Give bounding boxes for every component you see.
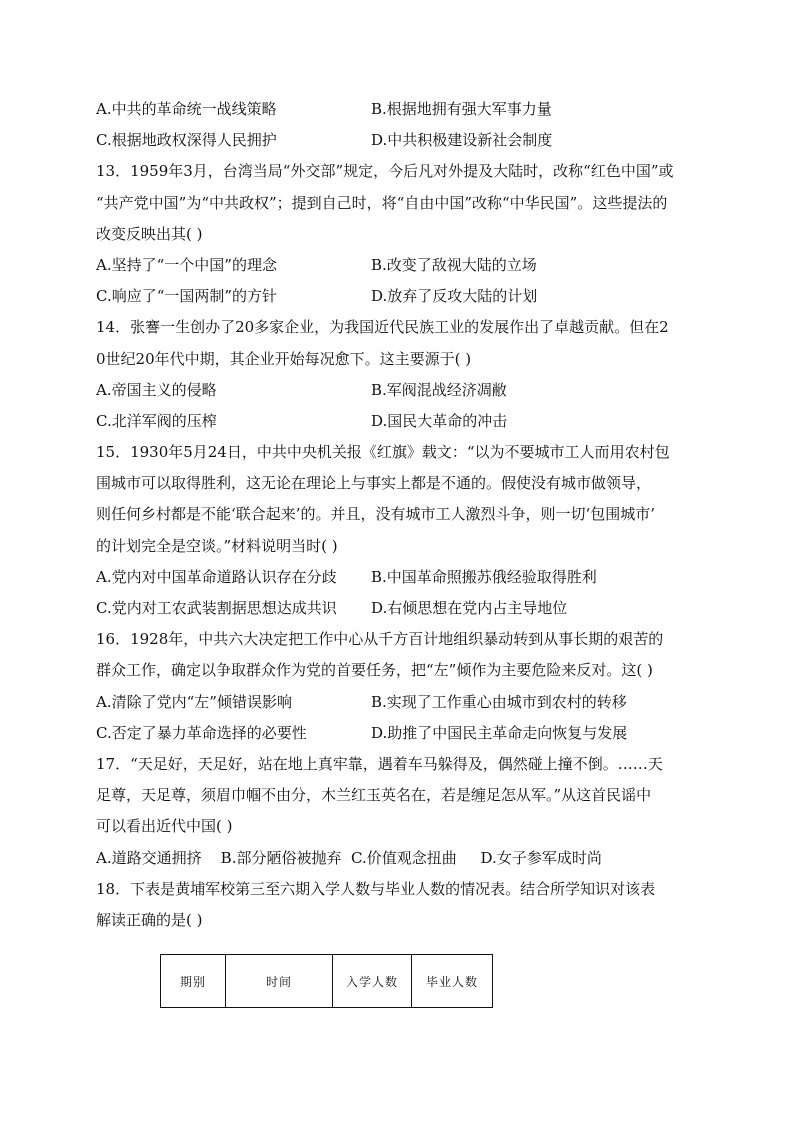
question-text: 改变反映出其( ) — [96, 224, 203, 243]
question-text: 15．1930年5月24日，中共中央机关报《红旗》载文：“以为不要城市工人而用农村包 — [96, 443, 670, 462]
header-cell-time: 时间 — [226, 955, 333, 1008]
option-b[interactable]: B.改变了敌视大陆的立场 — [371, 255, 537, 274]
option-row — [96, 718, 702, 749]
table-header-row — [161, 955, 493, 1008]
question-text: 0世纪20年代中期，其企业开始每况愈下。这主要源于( ) — [96, 349, 472, 368]
option-d[interactable]: D.放弃了反攻大陆的计划 — [371, 287, 538, 306]
option-d[interactable]: D.国民大革命的冲击 — [371, 411, 508, 430]
option-row — [96, 375, 702, 406]
option-c[interactable]: C.根据地政权深得人民拥护 — [96, 131, 277, 150]
question-13 — [96, 156, 702, 312]
option-a[interactable]: A.中共的革命统一战线策略 — [96, 100, 277, 118]
option-a[interactable]: A.清除了党内“左”倾错误影响 — [96, 692, 292, 711]
option-row — [96, 281, 702, 312]
option-row-inline[interactable]: A.道路交通拥挤 B.部分陋俗被抛弃 C.价值观念扭曲 D.女子参军成时尚 — [96, 848, 602, 867]
question-15 — [96, 437, 702, 624]
option-b[interactable]: B.中国革命照搬苏俄经验取得胜利 — [371, 567, 597, 586]
option-c[interactable]: C.响应了“一国两制”的方针 — [96, 287, 278, 306]
question-text: 13．1959年3月，台湾当局“外交部”规定，今后凡对外提及大陆时，改称“红色中国”或 — [96, 162, 674, 181]
option-a[interactable]: A.坚持了“一个中国”的理念 — [96, 255, 277, 274]
header-cell-period: 期别 — [161, 955, 226, 1008]
question-text: 可以看出近代中国( ) — [96, 817, 233, 836]
header-cell-graduated: 毕业人数 — [412, 955, 493, 1008]
option-row — [96, 125, 702, 156]
question-text: 足尊，天足尊，须眉巾帼不由分，木兰红玉英名在，若是缠足怎从军。”从这首民谣中 — [96, 786, 652, 805]
question-18 — [96, 874, 702, 1008]
option-row — [96, 562, 702, 593]
option-row — [96, 687, 702, 718]
question-text: 17．“天足好，天足好，站在地上真牢靠，遇着车马躲得及，偶然碰上撞不倒。……天 — [96, 754, 663, 773]
question-text: 16．1928年，中共六大决定把工作中心从千方百计地组织暴动转到从事长期的艰苦的 — [96, 630, 664, 649]
option-b[interactable]: B.实现了工作重心由城市到农村的转移 — [371, 692, 627, 711]
option-d[interactable]: D.助推了中国民主革命走向恢复与发展 — [371, 723, 628, 742]
question-text: 解读正确的是( ) — [96, 910, 203, 929]
question-text: 的计划完全是空谈。”材料说明当时( ) — [96, 536, 338, 555]
question-16 — [96, 624, 702, 749]
option-c[interactable]: C.否定了暴力革命选择的必要性 — [96, 723, 307, 742]
question-text: 18．下表是黄埔军校第三至六期入学人数与毕业人数的情况表。结合所学知识对该表 — [96, 879, 656, 898]
enrollment-table — [160, 954, 702, 1008]
option-c[interactable]: C.党内对工农武装割据思想达成共识 — [96, 599, 337, 617]
option-a[interactable]: A.帝国主义的侵略 — [96, 380, 217, 399]
question-text: 14．张謇一生创办了20多家企业，为我国近代民族工业的发展作出了卓越贡献。但在2 — [96, 318, 669, 337]
header-cell-enrolled: 入学人数 — [333, 955, 412, 1008]
option-row — [96, 250, 702, 281]
option-c[interactable]: C.北洋军阀的压榨 — [96, 411, 217, 430]
option-d[interactable]: D.右倾思想在党内占主导地位 — [371, 599, 568, 617]
question-text: 则任何乡村都是不能‘联合起来’的。并且，没有城市工人激烈斗争，则一切‘包围城市’ — [96, 505, 656, 524]
question-text: “共产党中国”为“中共政权”；提到自己时，将“自由中国”改称“中华民国”。这些提法的 — [96, 193, 668, 212]
question-17 — [96, 749, 702, 874]
option-row — [96, 593, 702, 624]
data-table — [160, 954, 493, 1008]
option-b[interactable]: B.军阀混战经济凋敝 — [371, 380, 507, 399]
option-a[interactable]: A.党内对中国革命道路认识存在分歧 — [96, 567, 337, 586]
question-14 — [96, 312, 702, 437]
option-row — [96, 406, 702, 437]
question-text: 围城市可以取得胜利，这无论在理论上与事实上都是不通的。假使没有城市做领导， — [96, 474, 652, 493]
option-d[interactable]: D.中共积极建设新社会制度 — [371, 131, 553, 150]
question-content — [96, 94, 702, 1008]
option-row — [96, 94, 702, 125]
option-b[interactable]: B.根据地拥有强大军事力量 — [371, 100, 552, 118]
question-text: 群众工作，确定以争取群众作为党的首要任务，把“左”倾作为主要危险来反对。这( ) — [96, 661, 653, 680]
